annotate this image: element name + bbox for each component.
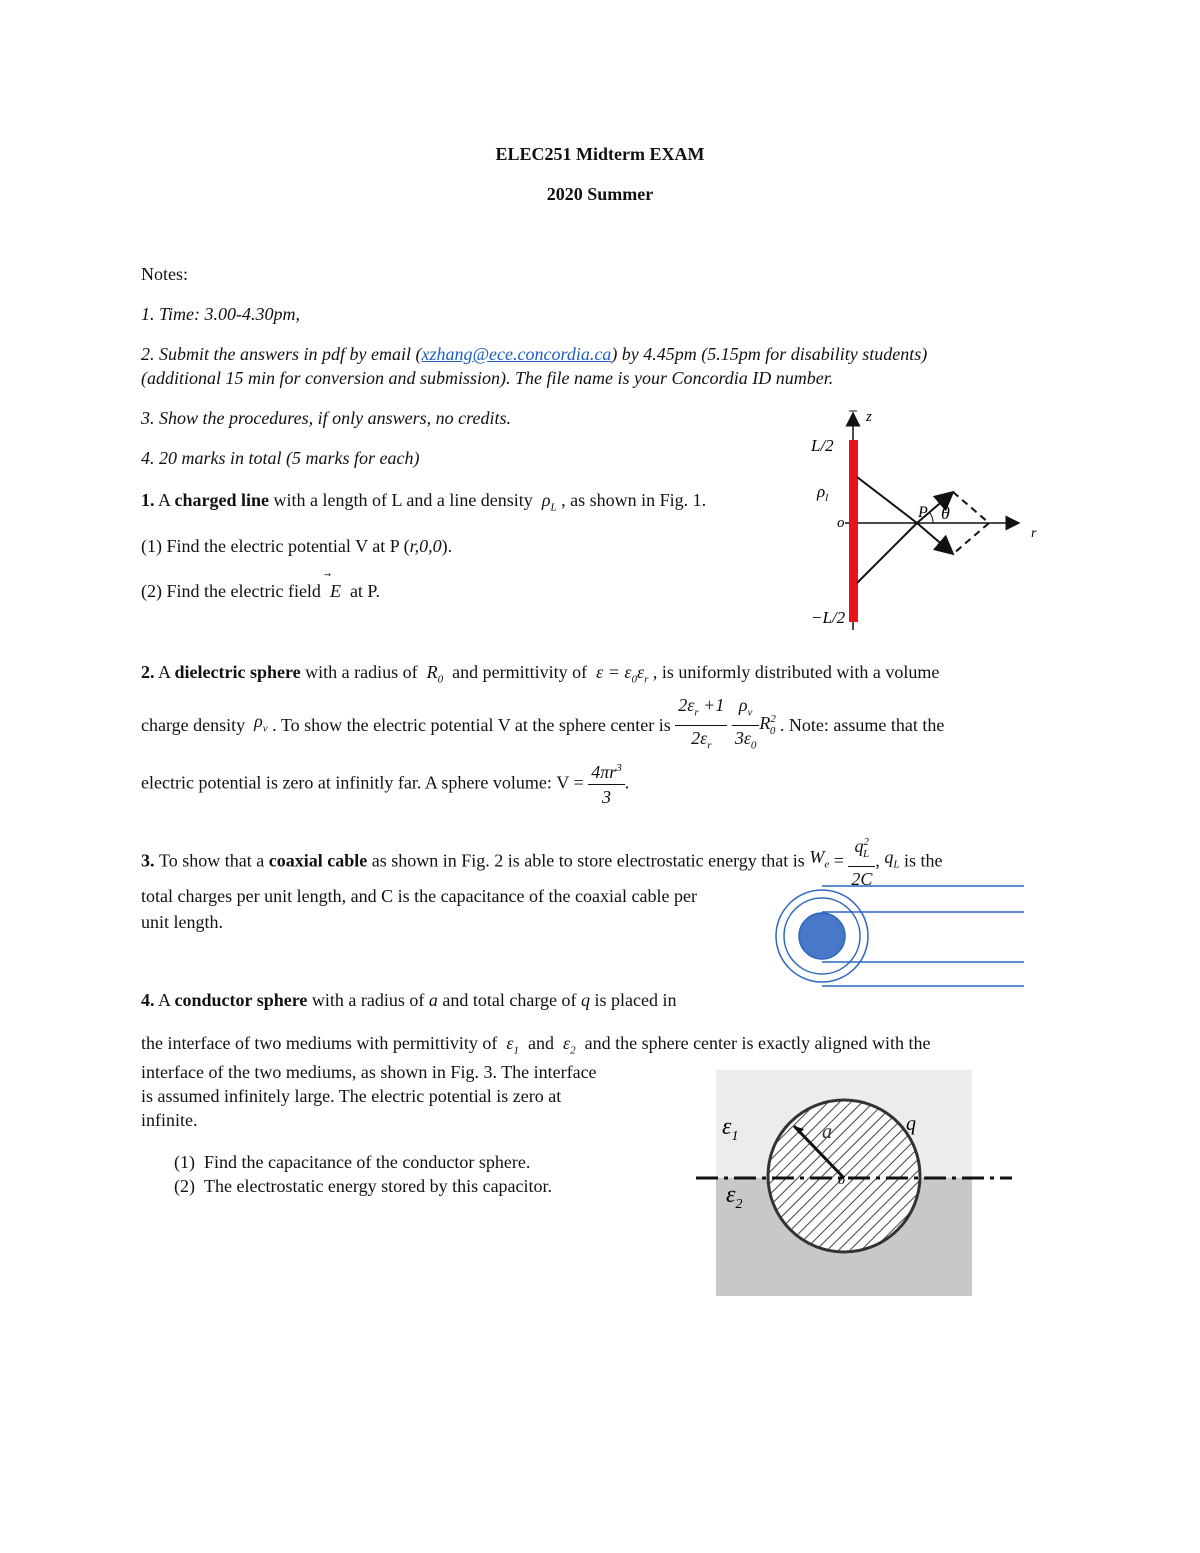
note-2-line2: (additional 15 min for conversion and submission). The file name is your Concordia ID number. [141,368,834,388]
figure-3-conductor-sphere [694,1066,1014,1298]
fig1-bottom-label: −L/2 [811,608,846,627]
q4-line1: 4. A conductor sphere with a radius of a and total charge of q is placed in [141,990,677,1010]
fig1-theta-label: θ [941,503,950,523]
q4-bold: conductor sphere [174,990,308,1010]
fig3-a-label: a [822,1121,832,1143]
q4-part2: (2) The electrostatic energy stored by this capacitor. [174,1176,553,1196]
fig1-p-label: P [918,504,928,521]
q1-part1: (1) Find the electric potential V at P (r,0,0). [141,536,453,556]
note-3: 3. Show the procedures, if only answers, no credits. [141,408,511,428]
q1-text-post: , as shown in Fig. 1. [561,490,707,510]
q3-line1: 3. To show that a coaxial cable as shown in Fig. 2 is able to store electrostatic energy that is $W_e$ = $\frac{q^2_L}{2C}$ , $q_L$ is the [141,830,943,891]
q2-fraction-2: $\frac{\rho_v}{3\varepsilon_0}$ [732,693,760,757]
q2-r0-squared: $R^2_0$ [759,713,776,737]
fig1-r-label: r [1031,526,1037,541]
q3-ql: $q_L$ [884,846,900,871]
q3-line3: unit length. [141,912,223,932]
fig3-o-label: o [838,1173,845,1188]
notes-heading: Notes: [141,264,188,284]
fig1-origin-label: o [837,515,845,531]
q4-eps1: $\varepsilon_1$ [506,1033,520,1057]
q2-line2: charge density $\rho_v$ . To show the electric potential V at the sphere center is $\frac{2\varepsilon_r +1}{2\varepsilon_r}$ $\frac{\rho_v}{3\varepsilon_0}$ $R^2_0$ . Note: assume that the [141,693,944,757]
q3-line2: total charges per unit length, and C is the capacitance of the coaxial cable per [141,886,697,906]
q3-energy-fraction: $\frac{q^2_L}{2C}$ [848,830,875,891]
q2-fraction-1: $\frac{2\varepsilon_r +1}{2\varepsilon_r}$ [675,693,727,757]
exam-title: ELEC251 Midterm EXAM [495,144,705,164]
charged-line [849,440,858,622]
q1-statement [141,488,706,520]
q2-line1: 2. A dielectric sphere with a radius of $R_0$ and permittivity of $\varepsilon = \varepsilon_0\varepsilon_r$ , is uniformly distributed with a volume [141,662,940,686]
q3-number: 3. [141,850,155,871]
q2-rho-v: $\rho_v$ [254,711,268,735]
q2-line3: electric potential is zero at infinitly far. A sphere volume: V = $\frac{4\pi r^3}{3}$ . [141,756,629,809]
fig1-top-label: L/2 [811,436,834,455]
figure-1-charged-line [805,405,1045,635]
note-4: 4. 20 marks in total (5 marks for each) [141,448,420,468]
q4-number: 4. [141,990,155,1010]
q1-bold: charged line [174,490,270,510]
q1-rho-symbol: $\rho_L$ [541,490,557,514]
q2-volume-fraction: $\frac{4\pi r^3}{3}$ [588,756,625,809]
fig3-q-label: q [906,1113,916,1135]
q2-number: 2. [141,662,155,682]
note-2-post: ) by 4.45pm (5.15pm for disability students) [611,344,928,364]
q4-line5: infinite. [141,1110,198,1130]
q1-number: 1. [141,490,155,510]
q2-r0: $R_0$ [426,662,444,686]
q3-bold: coaxial cable [268,850,368,871]
q4-eps2: $\varepsilon_2$ [563,1033,576,1057]
fig3-eps1-label: $\varepsilon_1$ [722,1114,739,1144]
q2-bold: dielectric sphere [174,662,301,682]
note-1: 1. Time: 3.00-4.30pm, [141,304,300,324]
q1-part2: (2) Find the electric field E at P. [141,581,380,601]
note-2 [141,342,927,366]
q1-text-pre: with a length of L and a line density [273,490,533,510]
figure-2-coaxial-cable [772,880,1032,990]
q1-a: A [158,490,171,510]
q4-part1: (1) Find the capacitance of the conductor sphere. [174,1152,531,1172]
fig1-z-label: z [866,409,872,425]
inner-conductor [799,913,845,959]
q4-line3: interface of the two mediums, as shown in Fig. 3. The interface [141,1062,597,1082]
q4-line4: is assumed infinitely large. The electric potential is zero at [141,1086,562,1106]
fig3-eps2-label: $\varepsilon_2$ [726,1182,743,1212]
e-field-symbol: E [329,581,341,601]
q4-line2: the interface of two mediums with permittivity of $\varepsilon_1$ and $\varepsilon_2$ and the sphere center is exactly aligned with the [141,1033,931,1057]
email-link[interactable]: xzhang@ece.concordia.ca [421,344,612,364]
exam-subtitle: 2020 Summer [546,184,654,204]
q2-eps-eq: $\varepsilon = \varepsilon_0\varepsilon_r$ [596,662,649,686]
fig1-rho-label: $\rho_l$ [817,482,829,504]
q3-we: $W_e$ [809,846,830,871]
note-2-pre: 2. Submit the answers in pdf by email ( [141,344,422,364]
